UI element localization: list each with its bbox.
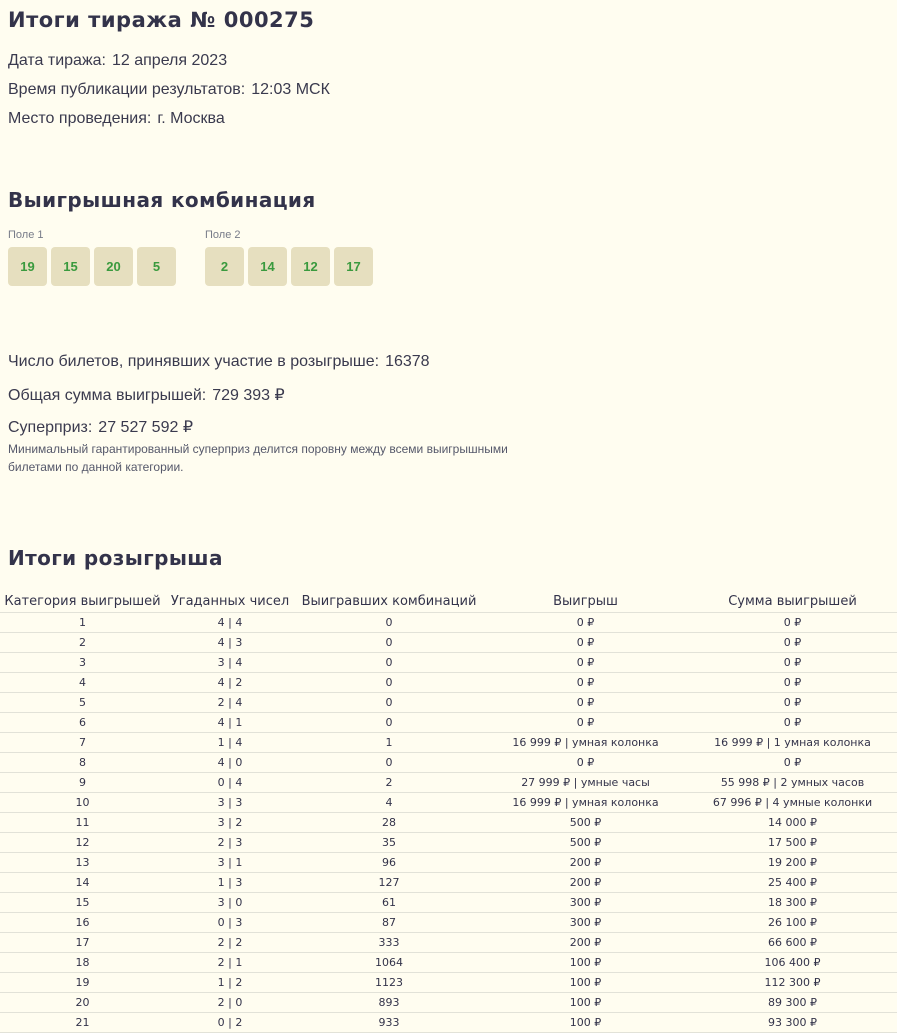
publish-time-value: 12:03 МСК [251, 81, 330, 98]
table-cell: 0 ₽ [483, 613, 688, 633]
table-row [0, 693, 897, 713]
table-cell: 3 | 1 [165, 853, 295, 873]
superprize-note: Минимальный гарантированный суперприз делится поровну между всеми выигрышными билетами по данной категории. [8, 442, 508, 474]
column-header: Угаданных чисел [165, 591, 295, 613]
table-cell: 200 ₽ [483, 873, 688, 893]
table-cell: 26 100 ₽ [688, 913, 897, 933]
column-header: Сумма выигрышей [688, 591, 897, 613]
table-cell: 0 | 4 [165, 773, 295, 793]
table-cell: 0 [295, 613, 483, 633]
draw-place [8, 110, 225, 128]
table-row [0, 733, 897, 753]
table-row [0, 813, 897, 833]
table-cell: 0 ₽ [483, 693, 688, 713]
table-cell: 200 ₽ [483, 853, 688, 873]
table-cell: 3 | 3 [165, 793, 295, 813]
table-cell: 15 [0, 893, 165, 913]
table-cell: 0 ₽ [483, 713, 688, 733]
table-cell: 0 ₽ [483, 753, 688, 773]
table-cell: 10 [0, 793, 165, 813]
table-cell: 0 | 2 [165, 1013, 295, 1033]
ball: 17 [334, 247, 373, 286]
table-row [0, 893, 897, 913]
draw-date-label: Дата тиража: [8, 52, 106, 69]
table-cell: 0 ₽ [688, 613, 897, 633]
table-cell: 14 [0, 873, 165, 893]
column-header: Категория выигрышей [0, 591, 165, 613]
ball: 14 [248, 247, 287, 286]
table-cell: 106 400 ₽ [688, 953, 897, 973]
table-cell: 1 | 2 [165, 973, 295, 993]
table-cell: 0 ₽ [688, 673, 897, 693]
page-title: Итоги тиража № 000275 [8, 8, 315, 32]
table-cell: 1123 [295, 973, 483, 993]
ball: 15 [51, 247, 90, 286]
table-cell: 500 ₽ [483, 833, 688, 853]
table-cell: 2 | 3 [165, 833, 295, 853]
table-cell: 16 999 ₽ | умная колонка [483, 733, 688, 753]
table-cell: 1 | 4 [165, 733, 295, 753]
table-row [0, 753, 897, 773]
table-cell: 4 | 1 [165, 713, 295, 733]
field2-balls [205, 247, 373, 286]
table-cell: 3 | 2 [165, 813, 295, 833]
table-cell: 18 300 ₽ [688, 893, 897, 913]
table-row [0, 653, 897, 673]
draw-place-value: г. Москва [157, 110, 225, 127]
table-cell: 19 [0, 973, 165, 993]
table-cell: 0 [295, 653, 483, 673]
table-cell: 28 [295, 813, 483, 833]
table-row [0, 793, 897, 813]
total-winnings-value: 729 393 ₽ [212, 387, 285, 404]
table-cell: 9 [0, 773, 165, 793]
field1-balls [8, 247, 176, 286]
combination-title: Выигрышная комбинация [8, 188, 316, 212]
table-row [0, 953, 897, 973]
table-cell: 25 400 ₽ [688, 873, 897, 893]
table-cell: 66 600 ₽ [688, 933, 897, 953]
table-cell: 100 ₽ [483, 973, 688, 993]
table-cell: 0 ₽ [483, 653, 688, 673]
table-cell: 4 [295, 793, 483, 813]
table-cell: 0 ₽ [483, 673, 688, 693]
table-cell: 300 ₽ [483, 893, 688, 913]
draw-date [8, 52, 227, 70]
draw-date-value: 12 апреля 2023 [111, 52, 228, 69]
table-cell: 5 [0, 693, 165, 713]
results-table-body [0, 613, 897, 1033]
table-cell: 96 [295, 853, 483, 873]
table-cell: 14 000 ₽ [688, 813, 897, 833]
table-cell: 4 | 2 [165, 673, 295, 693]
column-header: Выигравших комбинаций [295, 591, 483, 613]
table-cell: 3 | 0 [165, 893, 295, 913]
table-cell: 893 [295, 993, 483, 1013]
table-cell: 0 [295, 673, 483, 693]
table-row [0, 633, 897, 653]
tickets-count [8, 353, 430, 371]
publish-time-label: Время публикации результатов: [8, 81, 246, 98]
tickets-count-label: Число билетов, принявших участие в розыгрыше: [8, 353, 380, 370]
results-table [0, 591, 897, 1033]
total-winnings [8, 385, 285, 405]
table-cell: 200 ₽ [483, 933, 688, 953]
table-cell: 3 [0, 653, 165, 673]
table-row [0, 673, 897, 693]
table-cell: 18 [0, 953, 165, 973]
table-cell: 333 [295, 933, 483, 953]
table-cell: 0 [295, 693, 483, 713]
table-cell: 3 | 4 [165, 653, 295, 673]
table-cell: 21 [0, 1013, 165, 1033]
table-cell: 2 | 2 [165, 933, 295, 953]
table-cell: 0 ₽ [688, 713, 897, 733]
table-cell: 933 [295, 1013, 483, 1033]
table-cell: 300 ₽ [483, 913, 688, 933]
ball: 19 [8, 247, 47, 286]
table-cell: 4 | 3 [165, 633, 295, 653]
table-cell: 19 200 ₽ [688, 853, 897, 873]
superprize-value: 27 527 592 ₽ [98, 419, 193, 436]
table-row [0, 713, 897, 733]
table-cell: 11 [0, 813, 165, 833]
table-cell: 0 [295, 713, 483, 733]
table-cell: 87 [295, 913, 483, 933]
superprize [8, 417, 193, 437]
table-cell: 100 ₽ [483, 1013, 688, 1033]
ball: 20 [94, 247, 133, 286]
table-row [0, 933, 897, 953]
table-cell: 13 [0, 853, 165, 873]
table-cell: 16 999 ₽ | 1 умная колонка [688, 733, 897, 753]
table-cell: 2 [0, 633, 165, 653]
table-cell: 0 | 3 [165, 913, 295, 933]
table-row [0, 913, 897, 933]
publish-time [8, 81, 330, 99]
draw-place-label: Место проведения: [8, 110, 152, 127]
table-cell: 2 | 1 [165, 953, 295, 973]
table-cell: 89 300 ₽ [688, 993, 897, 1013]
ball: 5 [137, 247, 176, 286]
tickets-count-value: 16378 [385, 353, 430, 370]
table-cell: 100 ₽ [483, 953, 688, 973]
table-cell: 4 | 0 [165, 753, 295, 773]
table-cell: 0 ₽ [688, 753, 897, 773]
table-cell: 7 [0, 733, 165, 753]
table-cell: 2 | 4 [165, 693, 295, 713]
table-cell: 16 999 ₽ | умная колонка [483, 793, 688, 813]
table-cell: 55 998 ₽ | 2 умных часов [688, 773, 897, 793]
table-cell: 27 999 ₽ | умные часы [483, 773, 688, 793]
table-cell: 1064 [295, 953, 483, 973]
field2-label: Поле 2 [205, 229, 241, 241]
table-cell: 16 [0, 913, 165, 933]
table-cell: 67 996 ₽ | 4 умные колонки [688, 793, 897, 813]
table-cell: 1 | 3 [165, 873, 295, 893]
table-row [0, 973, 897, 993]
table-cell: 35 [295, 833, 483, 853]
table-cell: 127 [295, 873, 483, 893]
table-row [0, 613, 897, 633]
table-cell: 61 [295, 893, 483, 913]
table-cell: 20 [0, 993, 165, 1013]
table-cell: 2 | 0 [165, 993, 295, 1013]
ball: 12 [291, 247, 330, 286]
table-cell: 100 ₽ [483, 993, 688, 1013]
table-cell: 1 [295, 733, 483, 753]
table-cell: 0 ₽ [688, 633, 897, 653]
field1-label: Поле 1 [8, 229, 44, 241]
table-row [0, 993, 897, 1013]
total-winnings-label: Общая сумма выигрышей: [8, 387, 207, 404]
table-row [0, 1013, 897, 1033]
table-cell: 6 [0, 713, 165, 733]
table-row [0, 873, 897, 893]
table-cell: 8 [0, 753, 165, 773]
table-cell: 1 [0, 613, 165, 633]
table-cell: 0 ₽ [483, 633, 688, 653]
table-cell: 112 300 ₽ [688, 973, 897, 993]
table-cell: 4 | 4 [165, 613, 295, 633]
ball: 2 [205, 247, 244, 286]
table-row [0, 833, 897, 853]
table-cell: 17 500 ₽ [688, 833, 897, 853]
table-cell: 0 [295, 753, 483, 773]
superprize-label: Суперприз: [8, 419, 93, 436]
results-title: Итоги розыгрыша [8, 546, 223, 570]
table-row [0, 853, 897, 873]
table-row [0, 773, 897, 793]
table-cell: 93 300 ₽ [688, 1013, 897, 1033]
table-header-row [0, 591, 897, 613]
table-cell: 500 ₽ [483, 813, 688, 833]
table-cell: 17 [0, 933, 165, 953]
table-cell: 2 [295, 773, 483, 793]
table-cell: 4 [0, 673, 165, 693]
table-cell: 0 ₽ [688, 693, 897, 713]
table-cell: 0 ₽ [688, 653, 897, 673]
column-header: Выигрыш [483, 591, 688, 613]
table-cell: 12 [0, 833, 165, 853]
table-cell: 0 [295, 633, 483, 653]
